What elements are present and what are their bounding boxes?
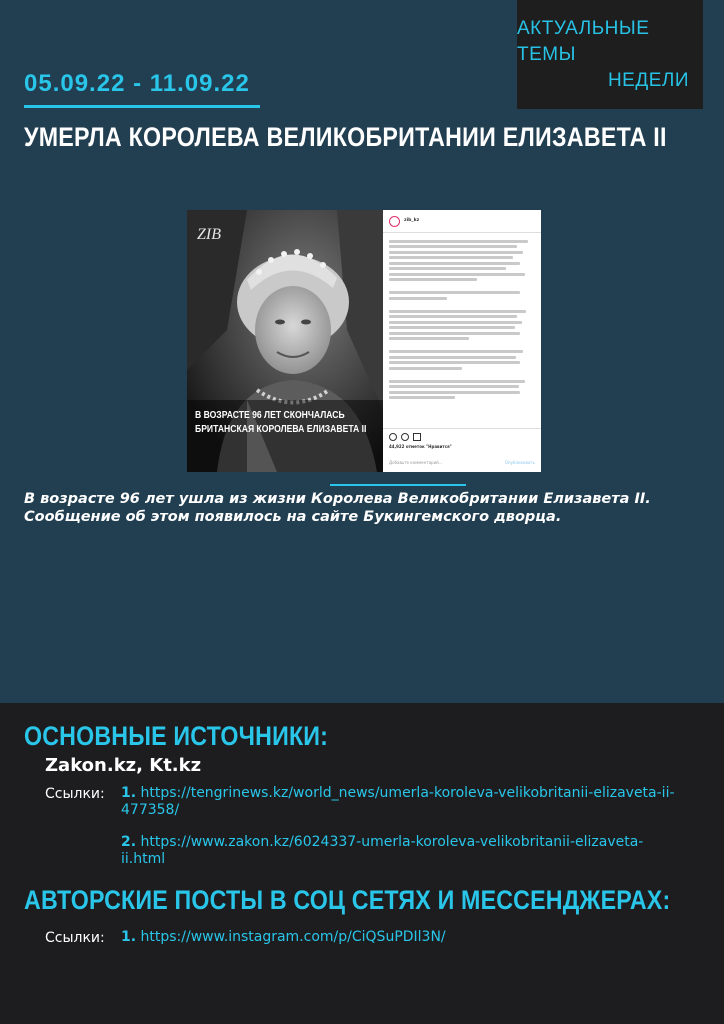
social-posts-title: АВТОРСКИЕ ПОСТЫ В СОЦ СЕТЯХ И МЕССЕНДЖЕРАХ:: [24, 885, 671, 915]
comment-input[interactable]: Добавьте комментарий...: [389, 459, 443, 465]
post-likes: 44,922 отметок "Нравится": [389, 444, 452, 449]
photo-overlay-text: [195, 408, 367, 436]
post-footer: [383, 428, 541, 472]
caption-line-2: Сообщение об этом появилось на сайте Букингемского дворца.: [24, 509, 562, 525]
post-action-icons: [389, 433, 535, 441]
post-account: zib_kz: [404, 218, 420, 224]
link-number: 2.: [121, 834, 137, 850]
badge-line-2: НЕДЕЛИ: [607, 69, 689, 91]
news-caption: [24, 490, 704, 526]
weekly-topics-badge: [517, 0, 703, 109]
comment-icon[interactable]: [401, 433, 409, 441]
source-link-2[interactable]: [121, 834, 681, 868]
post-comment-row: [389, 460, 535, 466]
overlay-line-2: БРИТАНСКАЯ КОРОЛЕВА ЕЛИЗАВЕТА II: [195, 423, 367, 435]
heart-icon[interactable]: [389, 433, 397, 441]
date-range: 05.09.22 - 11.09.22: [24, 70, 250, 97]
overlay-line-1: В ВОЗРАСТЕ 96 ЛЕТ СКОНЧАЛАСЬ: [195, 409, 345, 421]
link-number: 1.: [121, 929, 137, 945]
sources-links-label: Ссылки:: [45, 786, 105, 802]
instagram-post-screenshot: [383, 210, 541, 472]
social-link-1[interactable]: [121, 929, 681, 946]
badge-line-1: АКТУАЛЬНЫЕ ТЕМЫ: [517, 17, 650, 65]
post-text-block: [383, 233, 541, 406]
social-links-label: Ссылки:: [45, 930, 105, 946]
caption-divider: [330, 484, 466, 486]
link-url[interactable]: https://www.instagram.com/p/CiQSuPDIl3N/: [140, 929, 446, 945]
sources-title: ОСНОВНЫЕ ИСТОЧНИКИ:: [24, 721, 329, 751]
source-names: Zakon.kz, Kt.kz: [45, 755, 202, 776]
source-link-1[interactable]: [121, 785, 681, 819]
account-avatar-icon: [389, 216, 400, 227]
date-underline: [24, 105, 260, 108]
page-title: УМЕРЛА КОРОЛЕВА ВЕЛИКОБРИТАНИИ ЕЛИЗАВЕТА II: [24, 122, 667, 152]
link-url[interactable]: https://tengrinews.kz/world_news/umerla-koroleva-velikobritanii-elizaveta-ii-477358/: [121, 785, 675, 818]
link-url[interactable]: https://www.zakon.kz/6024337-umerla-koroleva-velikobritanii-elizaveta-ii.html: [121, 834, 644, 867]
post-header: [383, 210, 541, 233]
publish-button[interactable]: Опубликовать: [504, 459, 535, 465]
caption-line-1: В возрасте 96 лет ушла из жизни Королева Великобритании Елизавета II.: [24, 491, 651, 507]
queen-photo: [187, 210, 383, 472]
share-icon[interactable]: [413, 433, 421, 441]
zib-logo: ZIB: [197, 226, 221, 243]
link-number: 1.: [121, 785, 137, 801]
